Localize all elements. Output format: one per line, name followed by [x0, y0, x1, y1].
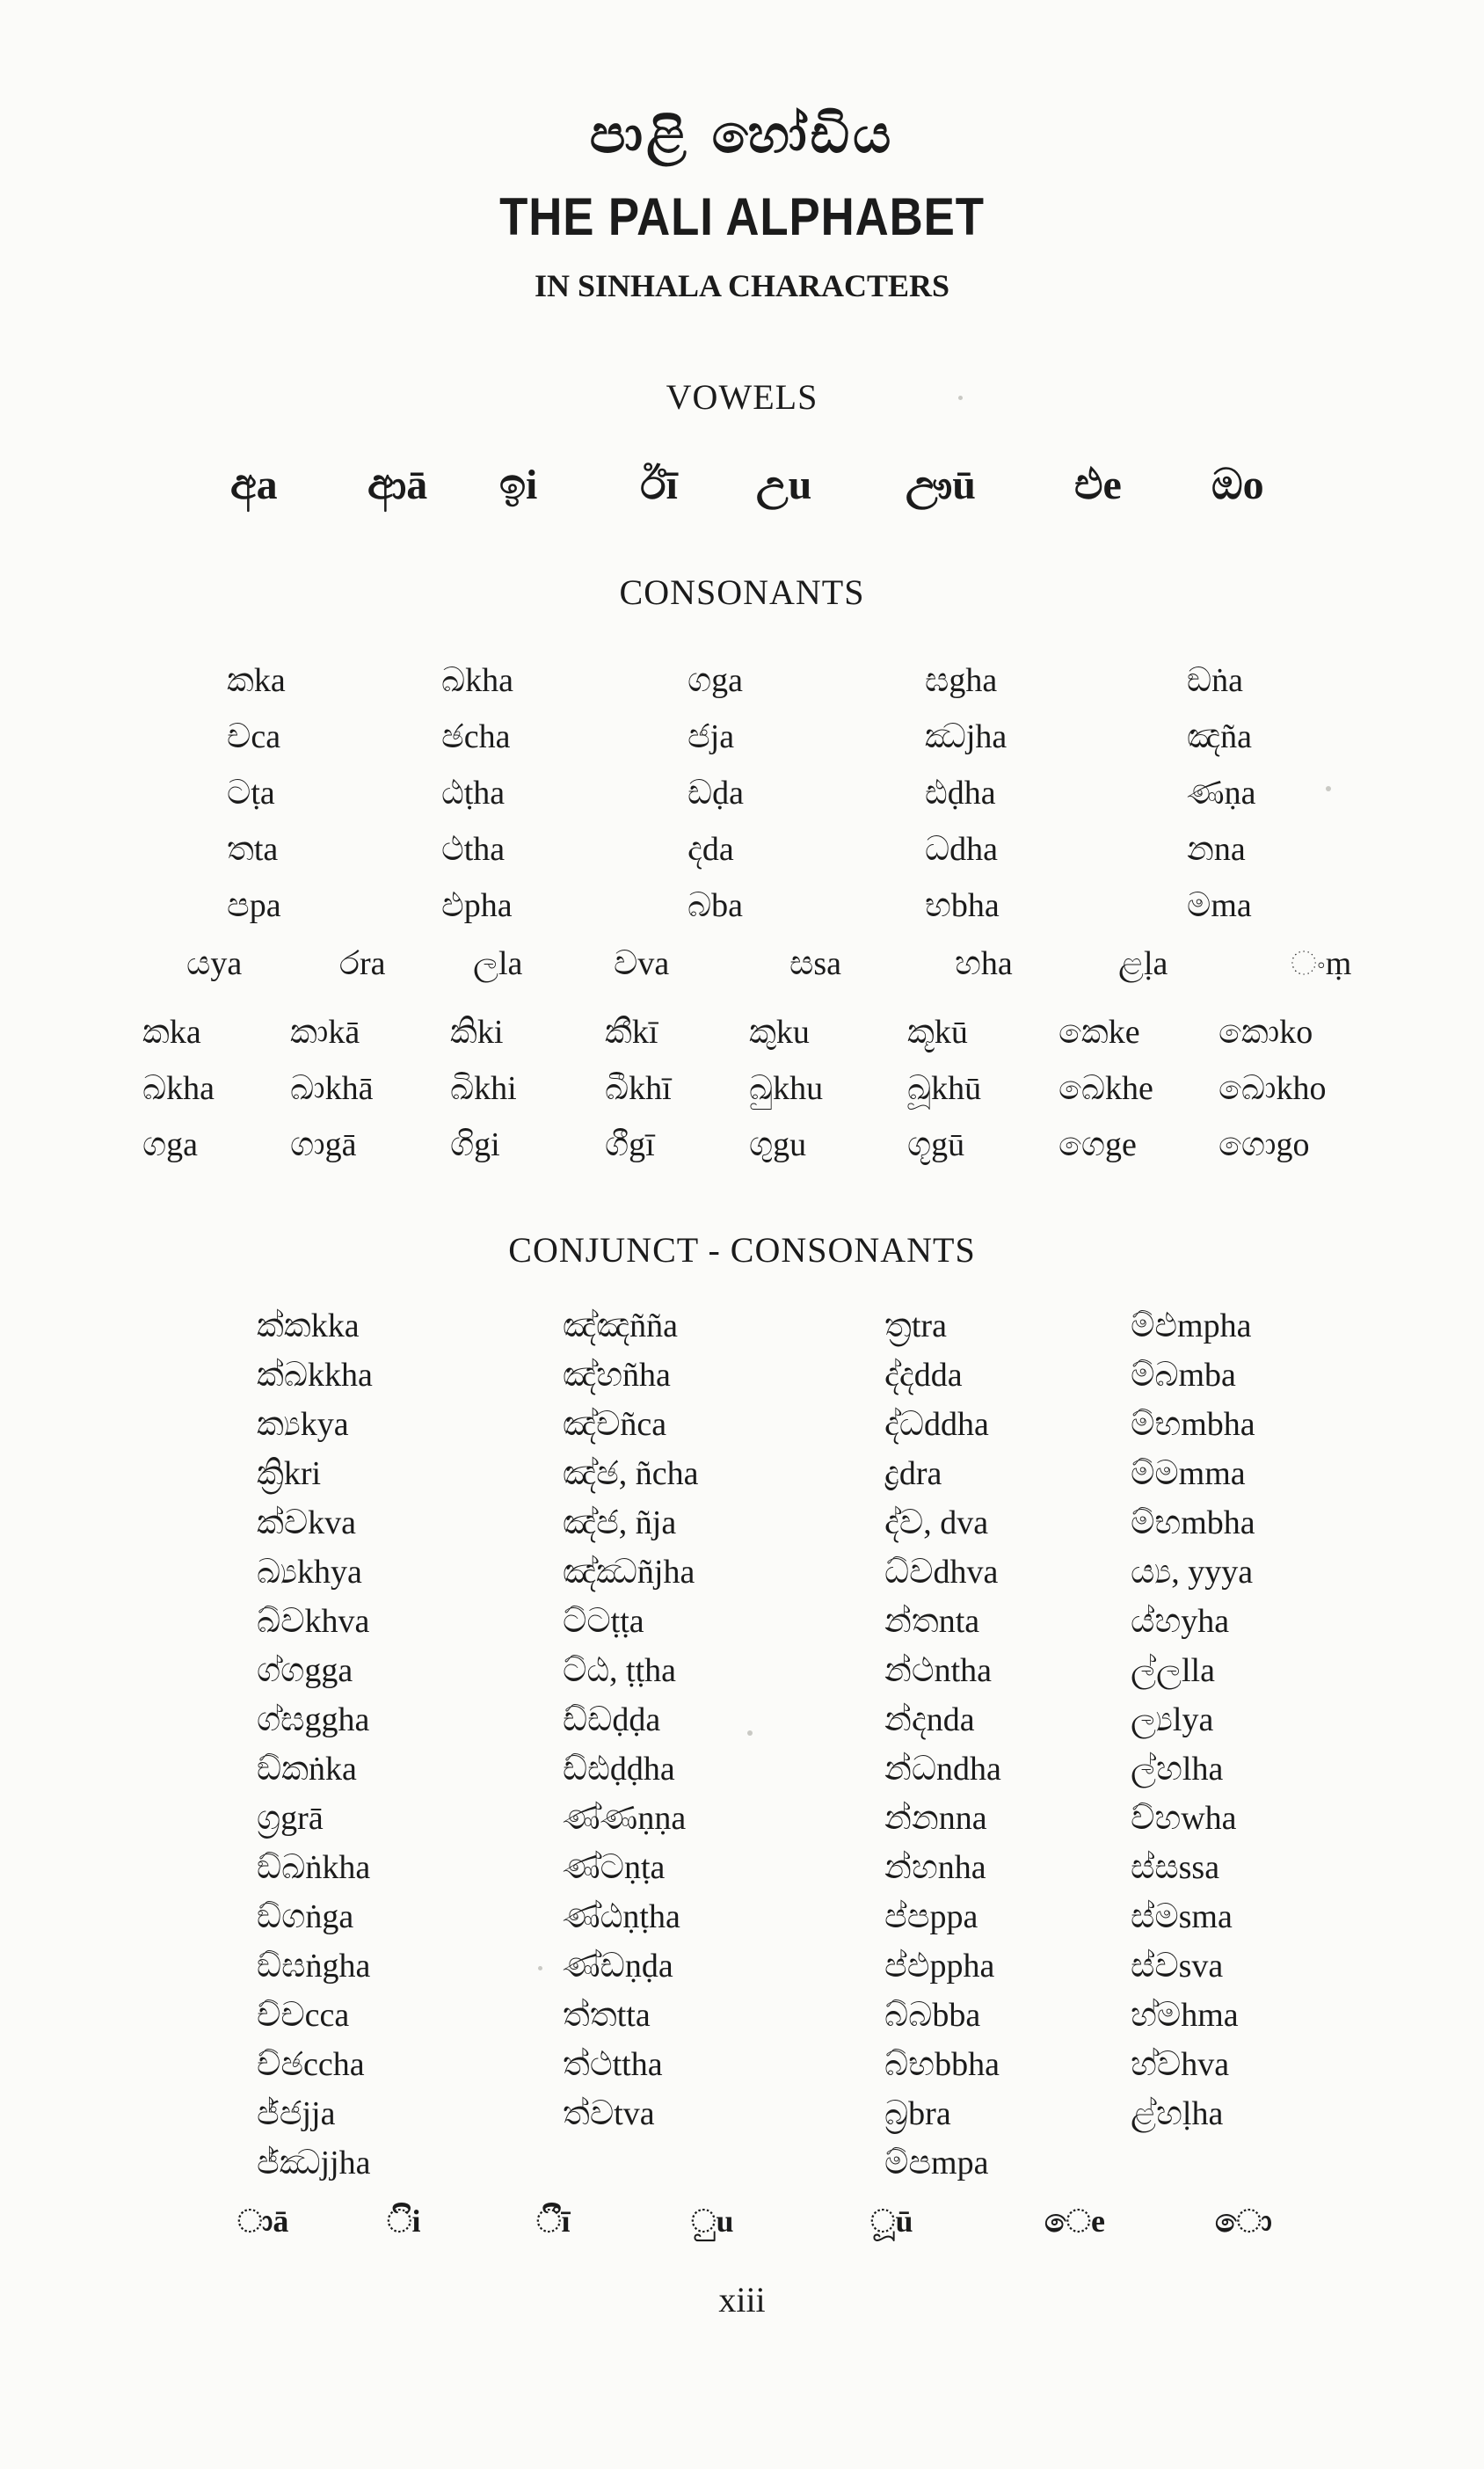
conjunct-cell: ග්ගgga [257, 1652, 353, 1689]
consonant-cell: වva [614, 945, 670, 982]
conjunct-cell: ඩ්ඩḍḍa [563, 1701, 661, 1738]
page-subtitle: IN SINHALA CHARACTERS [534, 268, 950, 303]
vowel-sign: ීī [536, 2203, 571, 2239]
consonant-row [0, 710, 1484, 763]
conjunct-cell: ම්භmbha [1131, 1406, 1255, 1443]
consonant-cell: ඣjha [925, 718, 1008, 755]
consonant-cell: කka [227, 662, 286, 699]
consonant-cell: ඞṅa [1187, 662, 1244, 699]
conjunct-cell: ව්හwha [1131, 1800, 1237, 1837]
consonant-cell: ඡcha [441, 718, 511, 755]
consonant-cell: ඪḍha [925, 775, 996, 812]
conjunct-cell: ඛ්‍යkhya [257, 1554, 362, 1591]
conjunct-cell: ම්භmbha [1131, 1504, 1255, 1541]
conjunct-cell: න්දnda [884, 1701, 975, 1738]
conjunct-cell: ද්ව, dva [884, 1504, 989, 1541]
conjunct-cell: ප්පppa [884, 1898, 978, 1935]
consonant-cell: කුku [749, 1014, 810, 1051]
consonant-cell: මma [1187, 887, 1252, 924]
consonant-cell: හha [955, 945, 1013, 982]
conjunct-cell: ජ්ඣjjha [257, 2145, 371, 2181]
consonant-cell: කෙke [1058, 1014, 1140, 1051]
conjunct-cell: ය්‍ය, yyya [1131, 1554, 1254, 1591]
consonant-cell: පpa [227, 887, 281, 924]
conjunct-cell: ම්මmma [1131, 1455, 1246, 1492]
consonant-cell: ඛkha [142, 1070, 215, 1107]
consonant-cell: ඝgha [925, 662, 998, 699]
conjunct-cell: ස්මsma [1131, 1898, 1233, 1935]
consonant-cell: ඛීkhī [605, 1070, 672, 1107]
vowel-sign: ිi [387, 2203, 421, 2239]
conjunct-cell: හ්මhma [1131, 1997, 1239, 2034]
conjunct-cell: ණ්ඨṇṭha [563, 1898, 680, 1935]
consonant-cell: ඛූkhū [907, 1070, 982, 1107]
consonant-cell: ගාgā [290, 1126, 357, 1163]
page-number: xiii [718, 2280, 766, 2320]
conjunct-cell: ත්තtta [563, 1997, 651, 2034]
consonant-row [0, 767, 1484, 819]
conjunct-cell: ග්‍රgrā [257, 1800, 324, 1837]
consonant-cell: කka [142, 1014, 201, 1051]
consonant-cell: කිki [450, 1014, 504, 1051]
consonant-cell: තta [227, 831, 279, 868]
paper-speck [538, 1966, 542, 1970]
vowel-sign: ුu [691, 2203, 734, 2239]
consonant-cell: යya [186, 945, 243, 982]
conjunct-cell: ඤ්හñha [563, 1357, 671, 1394]
vowel-sign: ෙe [1044, 2203, 1105, 2239]
consonant-cell: ලla [473, 945, 523, 982]
conjunct-cell: බ්භbbha [884, 2046, 1000, 2083]
consonant-cell: ධdha [925, 831, 999, 868]
conjunct-cell: ක්‍රිkri [257, 1455, 322, 1492]
consonant-cell: කාkā [290, 1014, 360, 1051]
conjunct-cell: ඞ්ඝṅgha [257, 1948, 371, 1985]
conjunct-cell: ඛ්වkhva [257, 1603, 370, 1640]
consonant-cell: නna [1187, 831, 1246, 868]
conjunct-cell: ස්සssa [1131, 1849, 1220, 1886]
vowel-ii: ඊī [640, 462, 678, 508]
consonant-cell: ඨṭha [441, 775, 506, 812]
page-title: THE PALI ALPHABET [499, 187, 985, 246]
consonant-cell: ගීgī [605, 1126, 655, 1163]
consonant-cell: ජja [687, 718, 735, 755]
conjunct-cell: ඞ්ඛṅkha [257, 1849, 371, 1886]
vowel-i: ඉi [499, 462, 538, 508]
conjunct-cell: ල්හlha [1131, 1751, 1224, 1788]
conjunct-cell: බ්‍රbra [884, 2095, 951, 2132]
vowel-e: එe [1074, 462, 1122, 508]
consonant-cell: බba [687, 887, 744, 924]
conjunct-cell: ත්‍රtra [884, 1307, 947, 1344]
conjunct-cell: ද්ධddha [884, 1406, 989, 1443]
conjunct-cell: ණ්ණṇṇa [563, 1800, 687, 1837]
consonant-row [0, 654, 1484, 707]
conjunct-cell: ණ්ඩṇḍa [563, 1948, 673, 1985]
consonant-cell: දda [687, 831, 734, 868]
consonant-cell: ථtha [441, 831, 506, 868]
consonant-row [0, 879, 1484, 932]
conjunct-cell: ය්හyha [1131, 1603, 1230, 1640]
conjunct-cell: ද්‍රdra [884, 1455, 942, 1492]
conjunct-cell: ණ්ටṇṭa [563, 1849, 666, 1886]
consonant-row [0, 823, 1484, 876]
consonant-cell: රra [339, 945, 386, 982]
consonant-cell: සsa [789, 945, 841, 982]
vowel-aa: ආā [367, 462, 428, 508]
consonant-cell: කූkū [907, 1014, 968, 1051]
conjunct-cell: ච්චcca [257, 1997, 350, 2034]
conjunct-cell: ට්ටṭṭa [563, 1603, 644, 1640]
sinhala-title: පාළි හෝඩිය [589, 104, 895, 165]
consonant-cell: ණṇa [1187, 775, 1256, 812]
vowel-sign-row [0, 1118, 1484, 1171]
consonant-cell: ඛුkhu [749, 1070, 824, 1107]
conjunct-cell: ල්ලlla [1131, 1652, 1215, 1689]
conjunct-cell: ධ්වdhva [884, 1554, 999, 1591]
conjunct-cell: ම්පmpa [884, 2145, 989, 2181]
conjunct-cell: ම්ඵmpha [1131, 1307, 1252, 1344]
conjunct-cell: ස්වsva [1131, 1948, 1224, 1985]
conjunct-cell: ත්වtva [563, 2095, 655, 2132]
conjunct-cell: න්ධndha [884, 1751, 1001, 1788]
conjunct-cell: ඞ්කṅka [257, 1751, 357, 1788]
vowels-heading: VOWELS [666, 377, 818, 417]
consonant-row-semivowels [0, 937, 1484, 990]
vowel-sign: ාā [237, 2203, 289, 2239]
conjunct-cell: ඤ්ඤñña [563, 1307, 679, 1344]
conjunct-cell: ත්ථttha [563, 2046, 663, 2083]
consonant-cell: කොko [1218, 1014, 1313, 1051]
vowel-sign: ූū [870, 2203, 913, 2239]
vowels-row [0, 459, 1484, 512]
conjunct-cell: හ්වhva [1131, 2046, 1230, 2083]
paper-speck [747, 1730, 753, 1736]
conjunct-cell: ද්දdda [884, 1357, 963, 1394]
conjunct-cell: ඩ්ඪḍḍha [563, 1751, 675, 1788]
conjunct-cell: ප්ඵppha [884, 1948, 995, 1985]
conjunct-cell: ග්ඝggha [257, 1701, 370, 1738]
conjunct-cell: ඤ්ඣñjha [563, 1554, 695, 1591]
consonant-cell: ගිgi [450, 1126, 500, 1163]
conjunct-cell: ජ්ජjja [257, 2095, 336, 2132]
consonant-cell: ගූgū [907, 1126, 965, 1163]
consonants-heading: CONSONANTS [619, 572, 865, 612]
conjunct-cell: ඤ්ජ, ñja [563, 1504, 677, 1541]
consonant-cell: ගොgo [1218, 1126, 1310, 1163]
consonant-cell: ළḷa [1118, 945, 1168, 982]
consonant-cell: ඛිkhi [450, 1070, 517, 1107]
consonant-cell: ටṭa [227, 775, 275, 812]
consonant-cell: ඛොkho [1218, 1070, 1327, 1107]
conjunct-cell: බ්බbba [884, 1997, 981, 2034]
conjunct-cell: ඤ්ඡ, ñcha [563, 1455, 699, 1492]
conjunct-cell: න්ථntha [884, 1652, 993, 1689]
consonant-cell: කීkī [605, 1014, 658, 1051]
consonant-cell: ගුgu [749, 1126, 807, 1163]
conjunct-cell: ක්ඛkkha [257, 1357, 373, 1394]
consonant-cell: චca [227, 718, 281, 755]
vowel-uu: ඌū [906, 462, 976, 508]
conjunct-cell: ක්කkka [257, 1307, 360, 1344]
conjunct-cell: ච්ඡccha [257, 2046, 365, 2083]
vowel-o: ඔo [1211, 462, 1264, 508]
conjunct-cell: ළ්හḷha [1131, 2095, 1224, 2132]
consonant-cell: ංṃ [1291, 945, 1352, 982]
conjunct-cell: ම්බmba [1131, 1357, 1236, 1394]
consonant-cell: ඛෙkhe [1058, 1070, 1153, 1107]
vowel-u: උu [756, 462, 812, 508]
conjunct-cell: ඤ්චñca [563, 1406, 667, 1443]
consonant-cell: ඵpha [441, 887, 513, 924]
conjunct-cell: ක්‍යkya [257, 1406, 349, 1443]
conjunct-cell: ක්වkva [257, 1504, 357, 1541]
consonant-cell: ඛාkhā [290, 1070, 374, 1107]
conjunct-cell: න්හnha [884, 1849, 986, 1886]
vowel-sign: ො [1215, 2203, 1272, 2239]
consonant-cell: ගga [142, 1126, 199, 1163]
vowel-sign-row [0, 1062, 1484, 1115]
consonant-cell: ඩḍa [687, 775, 745, 812]
conjunct-cell: න්තnta [884, 1603, 980, 1640]
conjunct-cell: ඞ්ගṅga [257, 1898, 354, 1935]
conjunct-cell: ල්‍යlya [1131, 1701, 1214, 1738]
conjunct-cell: ට්ඨ, ṭṭha [563, 1652, 677, 1689]
consonant-cell: ගga [687, 662, 744, 699]
vowel-signs-row [0, 2195, 1484, 2247]
consonant-cell: ගෙge [1058, 1126, 1137, 1163]
conjunct-cell: න්නnna [884, 1800, 987, 1837]
vowel-sign-row [0, 1006, 1484, 1059]
vowel-a: අa [230, 462, 278, 508]
consonant-cell: ඤña [1187, 718, 1252, 755]
consonant-cell: භbha [925, 887, 1000, 924]
conjuncts-heading: CONJUNCT - CONSONANTS [508, 1230, 976, 1270]
consonant-cell: ඛkha [441, 662, 514, 699]
